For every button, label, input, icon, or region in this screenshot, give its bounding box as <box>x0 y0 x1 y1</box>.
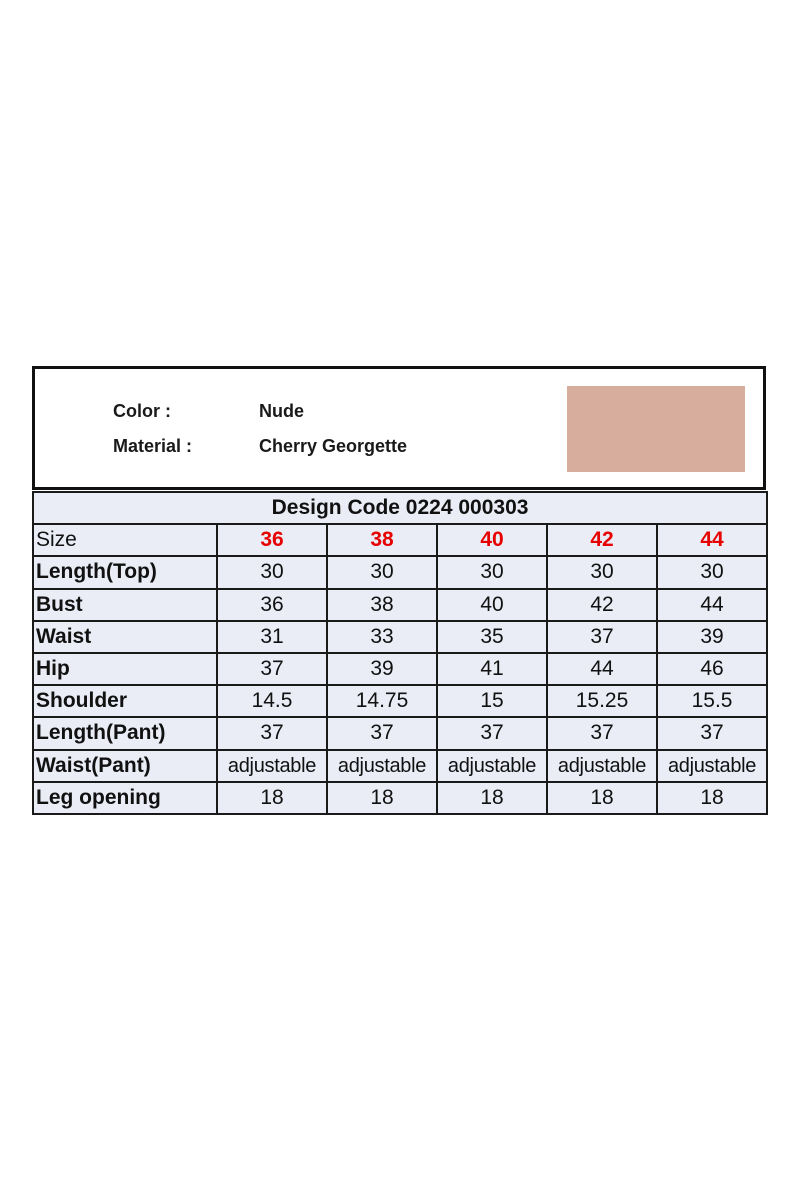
color-label: Color : <box>113 401 171 421</box>
color-value: Nude <box>259 401 304 421</box>
table-cell: 37 <box>217 717 327 749</box>
table-cell: 37 <box>547 717 657 749</box>
table-cell: 38 <box>327 589 437 621</box>
table-row <box>33 556 767 588</box>
table-cell: adjustable <box>217 750 327 782</box>
table-cell: 14.75 <box>327 685 437 717</box>
table-row <box>33 685 767 717</box>
table-title-row <box>33 492 767 524</box>
table-cell: 18 <box>327 782 437 814</box>
table-cell: 30 <box>657 556 767 588</box>
table-cell: 15.25 <box>547 685 657 717</box>
table-cell: 30 <box>217 556 327 588</box>
table-cell: adjustable <box>657 750 767 782</box>
row-label: Waist(Pant) <box>33 750 217 782</box>
product-info-box <box>32 366 766 490</box>
table-cell: 40 <box>437 589 547 621</box>
row-label: Leg opening <box>33 782 217 814</box>
table-cell: 30 <box>547 556 657 588</box>
size-header-cell: 38 <box>327 524 437 556</box>
table-cell: 44 <box>657 589 767 621</box>
table-cell: 37 <box>437 717 547 749</box>
table-row <box>33 750 767 782</box>
table-cell: 44 <box>547 653 657 685</box>
table-cell: adjustable <box>547 750 657 782</box>
size-header-row <box>33 524 767 556</box>
table-cell: 36 <box>217 589 327 621</box>
table-cell: 31 <box>217 621 327 653</box>
table-cell: 15.5 <box>657 685 767 717</box>
size-chart-table <box>32 491 768 815</box>
table-cell: 33 <box>327 621 437 653</box>
size-label: Size <box>33 524 217 556</box>
row-label: Length(Top) <box>33 556 217 588</box>
table-cell: adjustable <box>327 750 437 782</box>
table-cell: 37 <box>547 621 657 653</box>
table-cell: 46 <box>657 653 767 685</box>
table-row <box>33 653 767 685</box>
table-cell: 42 <box>547 589 657 621</box>
table-cell: 37 <box>657 717 767 749</box>
design-code-title: Design Code 0224 000303 <box>33 492 767 524</box>
table-row <box>33 717 767 749</box>
row-label: Shoulder <box>33 685 217 717</box>
table-cell: 37 <box>327 717 437 749</box>
size-header-cell: 40 <box>437 524 547 556</box>
table-row <box>33 782 767 814</box>
material-label: Material : <box>113 436 193 456</box>
table-cell: 39 <box>327 653 437 685</box>
table-row <box>33 589 767 621</box>
table-cell: 15 <box>437 685 547 717</box>
row-label: Hip <box>33 653 217 685</box>
size-header-cell: 42 <box>547 524 657 556</box>
table-cell: 35 <box>437 621 547 653</box>
table-cell: 41 <box>437 653 547 685</box>
row-label: Length(Pant) <box>33 717 217 749</box>
table-cell: 39 <box>657 621 767 653</box>
table-cell: 18 <box>547 782 657 814</box>
table-cell: 30 <box>437 556 547 588</box>
color-swatch <box>567 386 745 472</box>
material-value: Cherry Georgette <box>259 436 408 456</box>
table-row <box>33 621 767 653</box>
table-cell: 18 <box>437 782 547 814</box>
table-cell: adjustable <box>437 750 547 782</box>
size-header-cell: 36 <box>217 524 327 556</box>
row-label: Bust <box>33 589 217 621</box>
table-cell: 14.5 <box>217 685 327 717</box>
row-label: Waist <box>33 621 217 653</box>
table-cell: 18 <box>657 782 767 814</box>
table-cell: 37 <box>217 653 327 685</box>
size-header-cell: 44 <box>657 524 767 556</box>
table-cell: 30 <box>327 556 437 588</box>
table-cell: 18 <box>217 782 327 814</box>
